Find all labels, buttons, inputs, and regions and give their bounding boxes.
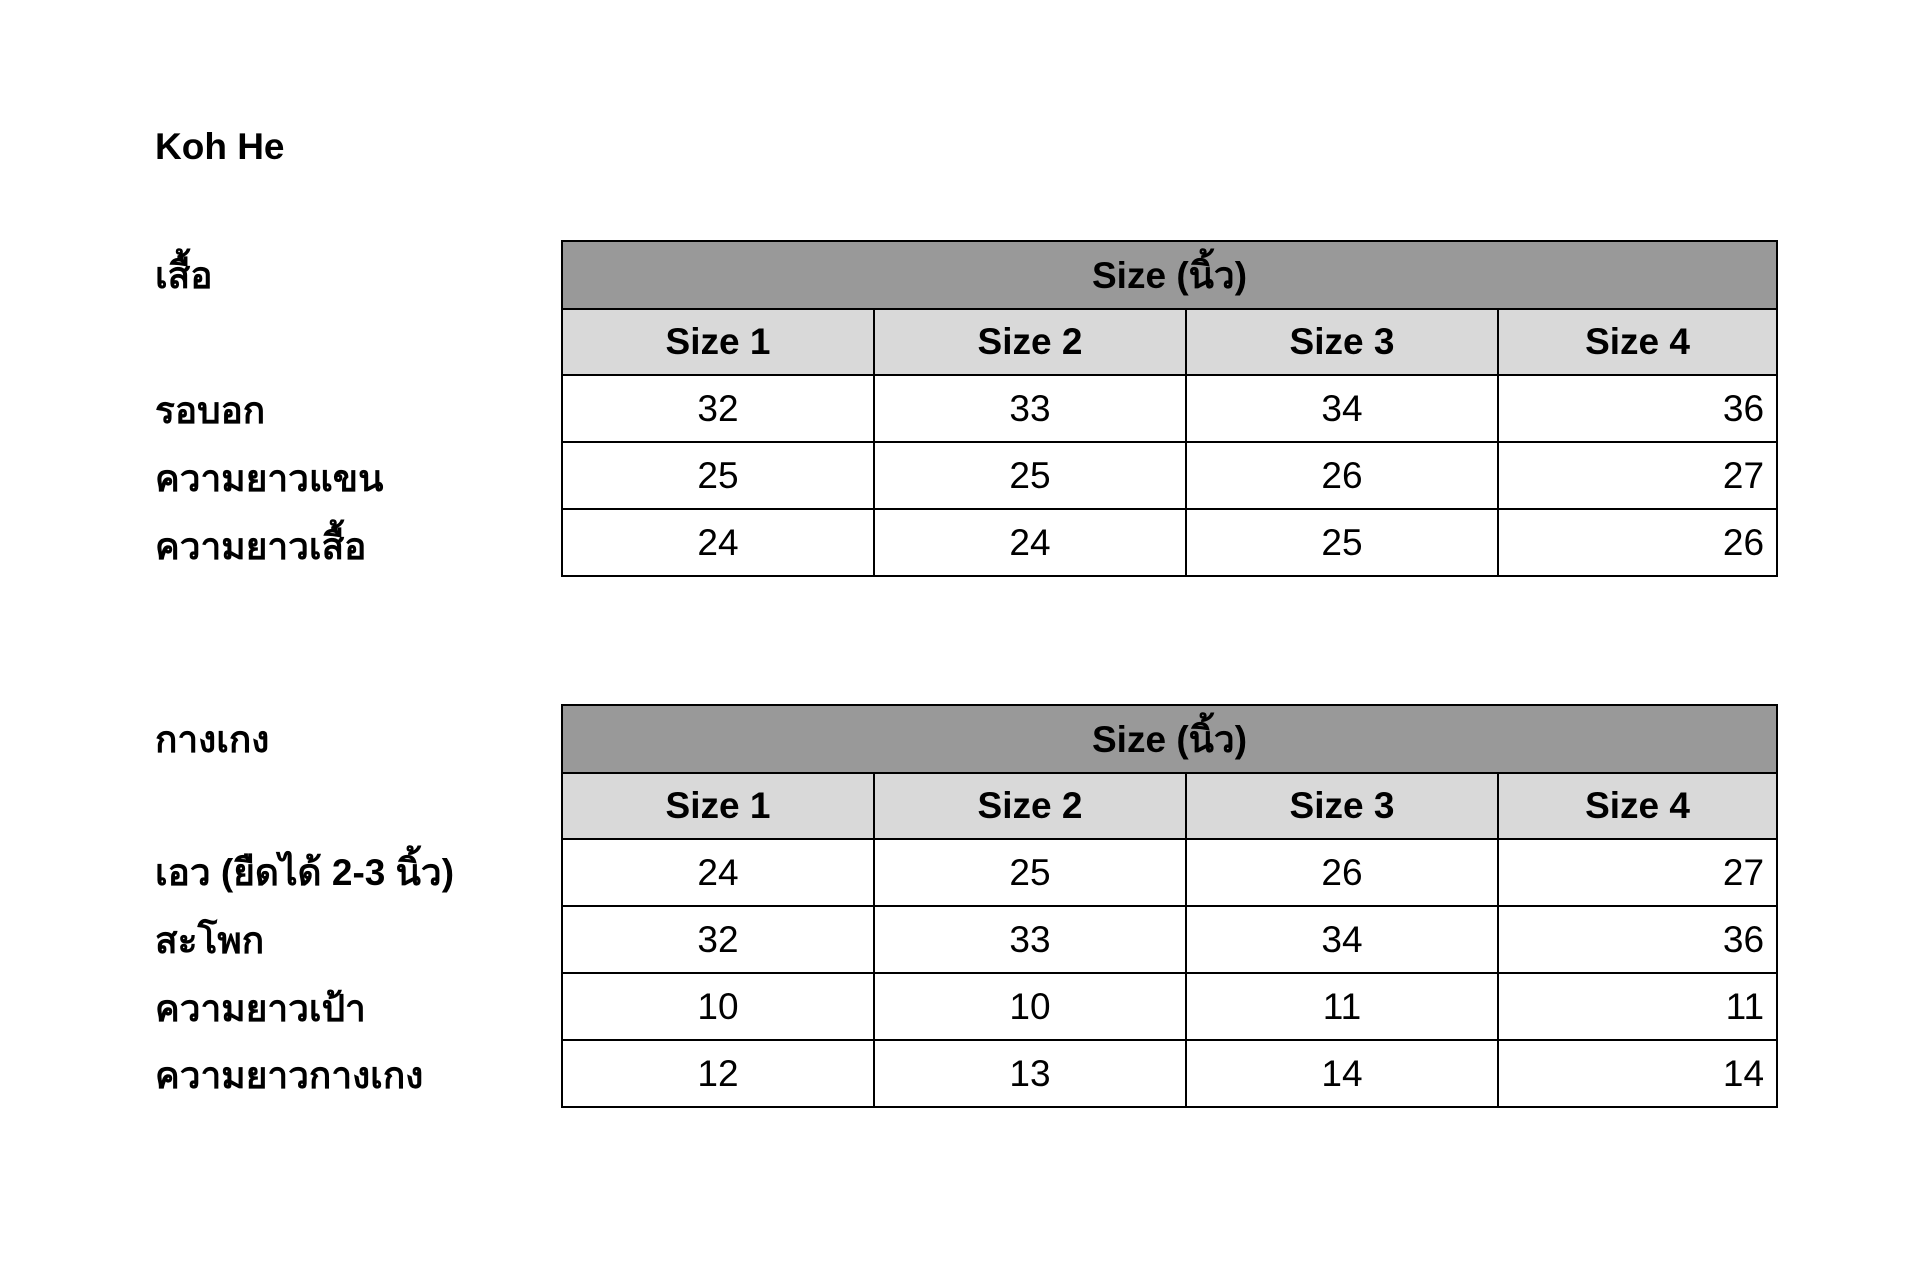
table-cell: 36 bbox=[1498, 375, 1777, 442]
shirt-row-label-sleeve: ความยาวแขน bbox=[155, 458, 384, 499]
table-cell: 25 bbox=[562, 442, 874, 509]
table-cell: 26 bbox=[1186, 442, 1498, 509]
column-header: Size 3 bbox=[1186, 309, 1498, 375]
table-cell: 24 bbox=[562, 839, 874, 906]
shirt-size-table bbox=[561, 240, 1778, 577]
table-cell: 24 bbox=[562, 509, 874, 576]
table-cell: 14 bbox=[1186, 1040, 1498, 1107]
column-header: Size 3 bbox=[1186, 773, 1498, 839]
pants-section-title: กางเกง bbox=[155, 719, 270, 760]
table-cell: 25 bbox=[874, 839, 1186, 906]
pants-row-label-length: ความยาวกางเกง bbox=[155, 1055, 424, 1096]
table-row bbox=[562, 375, 1777, 442]
pants-size-table bbox=[561, 704, 1778, 1108]
table-cell: 11 bbox=[1186, 973, 1498, 1040]
column-header-row bbox=[562, 773, 1777, 839]
table-cell: 27 bbox=[1498, 442, 1777, 509]
table-cell: 25 bbox=[874, 442, 1186, 509]
table-row bbox=[562, 509, 1777, 576]
table-cell: 33 bbox=[874, 375, 1186, 442]
table-header-row bbox=[562, 241, 1777, 309]
table-row bbox=[562, 442, 1777, 509]
column-header: Size 1 bbox=[562, 773, 874, 839]
table-row bbox=[562, 906, 1777, 973]
column-header-row bbox=[562, 309, 1777, 375]
table-cell: 11 bbox=[1498, 973, 1777, 1040]
table-cell: 26 bbox=[1186, 839, 1498, 906]
table-header-row bbox=[562, 705, 1777, 773]
table-cell: 10 bbox=[562, 973, 874, 1040]
brand-title: Koh He bbox=[155, 126, 285, 167]
table-row bbox=[562, 839, 1777, 906]
shirt-section-title: เสื้อ bbox=[155, 255, 213, 296]
table-cell: 36 bbox=[1498, 906, 1777, 973]
table-cell: 10 bbox=[874, 973, 1186, 1040]
table-cell: 13 bbox=[874, 1040, 1186, 1107]
shirt-row-label-chest: รอบอก bbox=[155, 390, 266, 431]
table-cell: 32 bbox=[562, 375, 874, 442]
column-header: Size 2 bbox=[874, 309, 1186, 375]
table-row bbox=[562, 1040, 1777, 1107]
table-row bbox=[562, 973, 1777, 1040]
size-unit-header: Size (นิ้ว) bbox=[562, 705, 1777, 773]
table-cell: 34 bbox=[1186, 375, 1498, 442]
table-cell: 26 bbox=[1498, 509, 1777, 576]
table-cell: 27 bbox=[1498, 839, 1777, 906]
column-header: Size 1 bbox=[562, 309, 874, 375]
table-cell: 25 bbox=[1186, 509, 1498, 576]
pants-row-label-hip: สะโพก bbox=[155, 920, 265, 961]
pants-row-label-rise: ความยาวเป้า bbox=[155, 988, 366, 1029]
column-header: Size 4 bbox=[1498, 773, 1777, 839]
pants-row-label-waist: เอว (ยืดได้ 2-3 นิ้ว) bbox=[155, 852, 455, 893]
table-cell: 24 bbox=[874, 509, 1186, 576]
table-cell: 32 bbox=[562, 906, 874, 973]
shirt-row-label-length: ความยาวเสื้อ bbox=[155, 526, 367, 567]
column-header: Size 2 bbox=[874, 773, 1186, 839]
table-cell: 33 bbox=[874, 906, 1186, 973]
table-cell: 34 bbox=[1186, 906, 1498, 973]
column-header: Size 4 bbox=[1498, 309, 1777, 375]
table-cell: 14 bbox=[1498, 1040, 1777, 1107]
table-cell: 12 bbox=[562, 1040, 874, 1107]
size-unit-header: Size (นิ้ว) bbox=[562, 241, 1777, 309]
